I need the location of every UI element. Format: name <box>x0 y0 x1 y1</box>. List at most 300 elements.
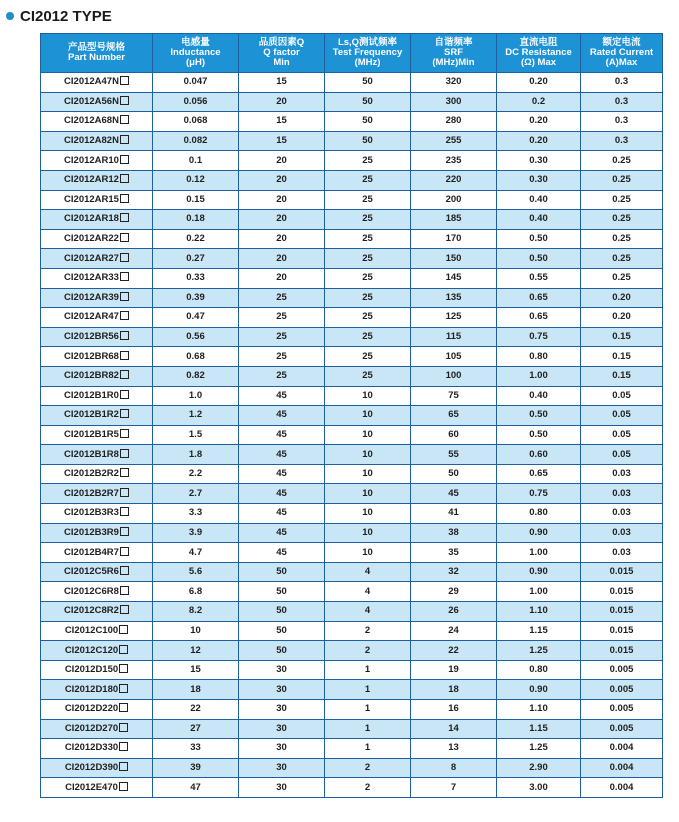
checkbox-square-icon <box>120 351 129 360</box>
table-cell <box>497 229 581 249</box>
cell-value: 30 <box>276 703 287 715</box>
cell-value: 0.90 <box>529 683 548 695</box>
table-cell <box>411 719 497 739</box>
cell-value: 320 <box>445 76 462 88</box>
cell-value: 1.2 <box>188 409 203 421</box>
cell-value: 0.004 <box>609 742 634 754</box>
cell-value: 20 <box>276 272 287 284</box>
table-cell <box>325 700 411 720</box>
table-row <box>41 445 663 465</box>
cell-value: 45 <box>276 448 287 460</box>
part-number: CI2012C120 <box>64 644 119 656</box>
table-cell <box>325 445 411 465</box>
cell-value: 0.05 <box>612 448 631 460</box>
part-number: CI2012AR22 <box>64 233 119 245</box>
table-cell <box>325 151 411 171</box>
table-cell <box>41 268 153 288</box>
cell-value: 4 <box>364 585 371 597</box>
table-cell <box>239 210 325 230</box>
cell-value: 0.25 <box>612 272 631 284</box>
cell-value: 33 <box>190 742 201 754</box>
cell-value: 0.03 <box>612 507 631 519</box>
cell-value: 15 <box>276 135 287 147</box>
table-cell <box>153 327 239 347</box>
table-cell <box>581 504 663 524</box>
table-cell <box>153 406 239 426</box>
column-header-en2: (MHz) <box>354 57 381 68</box>
table-cell <box>325 621 411 641</box>
table-cell <box>411 660 497 680</box>
checkbox-square-icon <box>119 742 128 751</box>
table-cell <box>41 170 153 190</box>
cell-value: 39 <box>190 762 201 774</box>
checkbox-square-icon <box>119 703 128 712</box>
table-cell <box>497 170 581 190</box>
part-number: CI2012D390 <box>64 762 119 774</box>
checkbox-square-icon <box>120 76 129 85</box>
cell-value: 50 <box>362 115 373 127</box>
checkbox-square-icon <box>119 625 128 634</box>
checkbox-square-icon <box>120 409 129 418</box>
cell-value: 8.2 <box>188 605 203 617</box>
table-cell <box>153 562 239 582</box>
part-number: CI2012AR15 <box>64 193 119 205</box>
cell-value: 24 <box>448 624 459 636</box>
cell-value: 20 <box>276 233 287 245</box>
cell-value: 0.047 <box>183 76 208 88</box>
cell-value: 20 <box>276 252 287 264</box>
table-cell <box>239 347 325 367</box>
column-header <box>41 34 153 73</box>
cell-value: 0.03 <box>612 468 631 480</box>
table-cell <box>41 641 153 661</box>
cell-value: 10 <box>362 546 373 558</box>
cell-value: 25 <box>362 272 373 284</box>
cell-value: 1.25 <box>529 644 548 656</box>
part-number: CI2012B3R3 <box>64 507 119 519</box>
table-cell <box>41 112 153 132</box>
table-cell <box>41 719 153 739</box>
cell-value: 25 <box>362 252 373 264</box>
table-cell <box>581 151 663 171</box>
table-cell <box>411 739 497 759</box>
column-header-cn: 品质因素Q <box>258 37 305 48</box>
table-cell <box>325 758 411 778</box>
table-cell <box>581 249 663 269</box>
cell-value: 8 <box>450 762 457 774</box>
part-number: CI2012A82N <box>64 135 119 147</box>
cell-value: 0.15 <box>612 350 631 362</box>
table-cell <box>411 680 497 700</box>
table-cell <box>581 464 663 484</box>
table-row <box>41 543 663 563</box>
table-cell <box>153 778 239 798</box>
checkbox-square-icon <box>119 664 128 673</box>
cell-value: 0.2 <box>531 95 546 107</box>
cell-value: 50 <box>276 644 287 656</box>
table-cell <box>325 112 411 132</box>
table-cell <box>41 406 153 426</box>
cell-value: 18 <box>190 683 201 695</box>
cell-value: 150 <box>445 252 462 264</box>
cell-value: 45 <box>448 487 459 499</box>
cell-value: 25 <box>362 291 373 303</box>
table-cell <box>325 288 411 308</box>
table-cell <box>41 190 153 210</box>
table-cell <box>581 210 663 230</box>
part-number: CI2012B1R8 <box>64 448 119 460</box>
cell-value: 2 <box>364 644 371 656</box>
cell-value: 65 <box>448 409 459 421</box>
cell-value: 10 <box>362 428 373 440</box>
table-row <box>41 210 663 230</box>
table-cell <box>153 210 239 230</box>
table-cell <box>581 425 663 445</box>
table-cell <box>411 151 497 171</box>
cell-value: 0.50 <box>529 428 548 440</box>
cell-value: 29 <box>448 585 459 597</box>
cell-value: 15 <box>276 76 287 88</box>
cell-value: 1.10 <box>529 703 548 715</box>
checkbox-square-icon <box>120 272 129 281</box>
cell-value: 0.004 <box>609 781 634 793</box>
table-cell <box>153 170 239 190</box>
column-header-cn: 额定电流 <box>602 37 641 48</box>
table-row <box>41 562 663 582</box>
table-cell <box>153 504 239 524</box>
cell-value: 0.25 <box>612 233 631 245</box>
cell-value: 4 <box>364 566 371 578</box>
cell-value: 1.5 <box>188 428 203 440</box>
table-cell <box>325 229 411 249</box>
table-cell <box>497 308 581 328</box>
table-cell <box>497 73 581 93</box>
table-cell <box>411 758 497 778</box>
cell-value: 125 <box>445 311 462 323</box>
table-cell <box>411 170 497 190</box>
cell-value: 0.3 <box>614 95 629 107</box>
table-row <box>41 621 663 641</box>
cell-value: 6.8 <box>188 585 203 597</box>
checkbox-square-icon <box>120 449 129 458</box>
table-cell <box>325 308 411 328</box>
table-cell <box>581 582 663 602</box>
table-cell <box>411 406 497 426</box>
table-cell <box>239 641 325 661</box>
table-cell <box>239 660 325 680</box>
checkbox-square-icon <box>120 96 129 105</box>
cell-value: 0.55 <box>529 272 548 284</box>
cell-value: 32 <box>448 566 459 578</box>
table-cell <box>411 249 497 269</box>
table-cell <box>581 386 663 406</box>
cell-value: 50 <box>362 76 373 88</box>
table-cell <box>239 425 325 445</box>
table-cell <box>153 602 239 622</box>
table-cell <box>41 151 153 171</box>
cell-value: 0.25 <box>612 154 631 166</box>
table-cell <box>581 680 663 700</box>
table-row <box>41 700 663 720</box>
cell-value: 10 <box>362 389 373 401</box>
column-header-cn: 直流电阻 <box>519 37 558 48</box>
cell-value: 0.68 <box>186 350 205 362</box>
table-row <box>41 739 663 759</box>
cell-value: 0.15 <box>186 193 205 205</box>
table-cell <box>497 112 581 132</box>
table-cell <box>411 229 497 249</box>
cell-value: 45 <box>276 428 287 440</box>
cell-value: 16 <box>448 703 459 715</box>
table-cell <box>581 366 663 386</box>
column-header-cn: 自谐频率 <box>434 37 473 48</box>
cell-value: 0.1 <box>188 154 203 166</box>
table-cell <box>41 445 153 465</box>
cell-value: 47 <box>190 781 201 793</box>
cell-value: 45 <box>276 468 287 480</box>
table-cell <box>325 366 411 386</box>
table-cell <box>153 641 239 661</box>
cell-value: 0.60 <box>529 448 548 460</box>
table-cell <box>41 484 153 504</box>
cell-value: 115 <box>445 331 462 343</box>
part-number: CI2012D270 <box>64 722 119 734</box>
table-cell <box>581 92 663 112</box>
table-cell <box>239 445 325 465</box>
cell-value: 0.90 <box>529 526 548 538</box>
cell-value: 0.50 <box>529 409 548 421</box>
table-cell <box>497 621 581 641</box>
part-number: CI2012B2R7 <box>64 487 119 499</box>
table-body <box>41 73 663 798</box>
cell-value: 2 <box>364 624 371 636</box>
column-header <box>497 34 581 73</box>
table-row <box>41 660 663 680</box>
spec-table <box>40 33 663 798</box>
table-cell <box>411 131 497 151</box>
cell-value: 0.005 <box>609 664 634 676</box>
table-cell <box>239 170 325 190</box>
table-cell <box>325 523 411 543</box>
table-row <box>41 268 663 288</box>
page-title <box>6 5 112 27</box>
table-cell <box>325 249 411 269</box>
table-cell <box>153 268 239 288</box>
cell-value: 0.20 <box>529 135 548 147</box>
part-number: CI2012BR82 <box>64 370 119 382</box>
cell-value: 0.20 <box>529 76 548 88</box>
cell-value: 25 <box>362 154 373 166</box>
table-cell <box>411 700 497 720</box>
table-cell <box>41 288 153 308</box>
cell-value: 0.03 <box>612 487 631 499</box>
table-cell <box>497 602 581 622</box>
table-cell <box>41 562 153 582</box>
table-cell <box>411 386 497 406</box>
checkbox-square-icon <box>119 684 128 693</box>
cell-value: 0.05 <box>612 428 631 440</box>
cell-value: 1.00 <box>529 585 548 597</box>
table-cell <box>411 268 497 288</box>
cell-value: 20 <box>276 174 287 186</box>
cell-value: 0.25 <box>612 252 631 264</box>
table-cell <box>41 386 153 406</box>
table-cell <box>41 602 153 622</box>
checkbox-square-icon <box>119 645 128 654</box>
cell-value: 50 <box>276 585 287 597</box>
column-header-en2: (MHz)Min <box>432 57 475 68</box>
table-cell <box>153 131 239 151</box>
table-cell <box>497 719 581 739</box>
table-row <box>41 190 663 210</box>
cell-value: 25 <box>362 213 373 225</box>
cell-value: 22 <box>190 703 201 715</box>
table-cell <box>153 680 239 700</box>
part-number: CI2012B3R9 <box>64 526 119 538</box>
cell-value: 2.7 <box>188 487 203 499</box>
cell-value: 10 <box>190 624 201 636</box>
column-header-en1: Q factor <box>263 47 300 58</box>
table-cell <box>497 327 581 347</box>
cell-value: 55 <box>448 448 459 460</box>
table-cell <box>41 366 153 386</box>
cell-value: 100 <box>445 370 462 382</box>
cell-value: 145 <box>445 272 462 284</box>
table-cell <box>153 700 239 720</box>
table-cell <box>581 131 663 151</box>
part-number: CI2012C100 <box>64 624 119 636</box>
cell-value: 0.25 <box>612 174 631 186</box>
cell-value: 45 <box>276 389 287 401</box>
cell-value: 0.3 <box>614 115 629 127</box>
cell-value: 25 <box>362 174 373 186</box>
checkbox-square-icon <box>120 527 129 536</box>
cell-value: 0.30 <box>529 174 548 186</box>
table-cell <box>581 719 663 739</box>
table-cell <box>497 758 581 778</box>
table-cell <box>581 562 663 582</box>
cell-value: 0.068 <box>183 115 208 127</box>
table-cell <box>153 464 239 484</box>
table-cell <box>497 739 581 759</box>
cell-value: 30 <box>276 664 287 676</box>
table-cell <box>325 680 411 700</box>
cell-value: 25 <box>276 350 287 362</box>
table-cell <box>239 602 325 622</box>
cell-value: 0.056 <box>183 95 208 107</box>
table-cell <box>239 249 325 269</box>
checkbox-square-icon <box>120 135 129 144</box>
table-cell <box>581 406 663 426</box>
table-cell <box>153 190 239 210</box>
checkbox-square-icon <box>119 762 128 771</box>
cell-value: 0.75 <box>529 331 548 343</box>
column-header-en2: (μH) <box>186 57 205 68</box>
cell-value: 45 <box>276 526 287 538</box>
table-cell <box>411 445 497 465</box>
cell-value: 60 <box>448 428 459 440</box>
table-cell <box>581 229 663 249</box>
checkbox-square-icon <box>120 292 129 301</box>
table-cell <box>41 308 153 328</box>
table-cell <box>581 602 663 622</box>
cell-value: 25 <box>276 291 287 303</box>
cell-value: 0.20 <box>612 291 631 303</box>
table-cell <box>497 210 581 230</box>
table-cell <box>497 406 581 426</box>
bullet-icon <box>6 12 14 20</box>
part-number: CI2012A68N <box>64 115 119 127</box>
table-cell <box>581 739 663 759</box>
table-cell <box>497 366 581 386</box>
table-cell <box>325 268 411 288</box>
checkbox-square-icon <box>120 253 129 262</box>
table-cell <box>153 112 239 132</box>
cell-value: 35 <box>448 546 459 558</box>
table-cell <box>153 347 239 367</box>
table-cell <box>239 523 325 543</box>
table-cell <box>41 210 153 230</box>
part-number: CI2012BR56 <box>64 331 119 343</box>
checkbox-square-icon <box>120 605 129 614</box>
cell-value: 0.27 <box>186 252 205 264</box>
header-row <box>41 34 663 73</box>
cell-value: 5.6 <box>188 566 203 578</box>
table-cell <box>411 641 497 661</box>
table-row <box>41 366 663 386</box>
table-cell <box>581 190 663 210</box>
table-cell <box>239 386 325 406</box>
part-number: CI2012AR10 <box>64 154 119 166</box>
part-number: CI2012C6R8 <box>64 585 119 597</box>
cell-value: 30 <box>276 742 287 754</box>
table-cell <box>411 582 497 602</box>
column-header-en1: Inductance <box>170 47 221 58</box>
table-cell <box>581 170 663 190</box>
table-cell <box>325 386 411 406</box>
table-cell <box>153 719 239 739</box>
cell-value: 1 <box>364 703 371 715</box>
table-cell <box>411 602 497 622</box>
table-cell <box>325 778 411 798</box>
checkbox-square-icon <box>120 468 129 477</box>
cell-value: 0.65 <box>529 311 548 323</box>
part-number: CI2012AR18 <box>64 213 119 225</box>
table-cell <box>41 523 153 543</box>
checkbox-square-icon <box>120 174 129 183</box>
table-cell <box>41 660 153 680</box>
table-cell <box>41 700 153 720</box>
checkbox-square-icon <box>120 233 129 242</box>
cell-value: 0.05 <box>612 389 631 401</box>
cell-value: 0.25 <box>612 193 631 205</box>
cell-value: 3.9 <box>188 526 203 538</box>
checkbox-square-icon <box>120 213 129 222</box>
part-number: CI2012D180 <box>64 683 119 695</box>
table-cell <box>239 582 325 602</box>
cell-value: 0.015 <box>609 566 634 578</box>
part-number: CI2012A47N <box>64 76 119 88</box>
column-header-en2: Min <box>273 57 290 68</box>
cell-value: 0.40 <box>529 213 548 225</box>
cell-value: 0.82 <box>186 370 205 382</box>
table-cell <box>497 660 581 680</box>
table-cell <box>239 190 325 210</box>
table-cell <box>497 582 581 602</box>
cell-value: 0.05 <box>612 409 631 421</box>
table-cell <box>153 543 239 563</box>
table-cell <box>581 523 663 543</box>
